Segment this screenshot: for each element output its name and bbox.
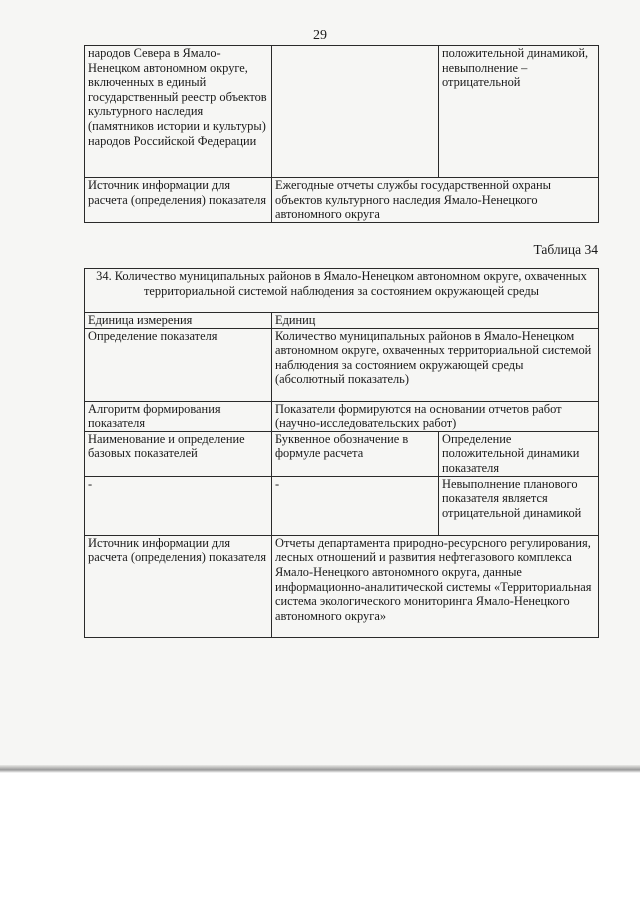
dynamics-cell: Невыполнение планового показателя является отрицательной динамикой <box>439 476 599 535</box>
table-row <box>85 401 599 431</box>
source-label: Источник информации для расчета (определения) показателя <box>85 178 272 223</box>
unit-label: Единица измерения <box>85 313 272 329</box>
formula-letter-cell <box>272 46 439 178</box>
table-caption: Таблица 34 <box>533 242 598 257</box>
source-value: Отчеты департамента природно-ресурсного регулирования, лесных отношений и развития нефтегазового комплекса Ямало-Ненецкого автономного округа, данные информационно-аналитической системы «Территориальная система экологического мониторинга Ямало-Ненецкого автономного округа» <box>272 535 599 637</box>
table-row <box>85 269 599 313</box>
scan-edge-shadow <box>0 765 640 773</box>
source-label: Источник информации для расчета (определения) показателя <box>85 535 272 637</box>
table-row <box>85 178 599 223</box>
table-row <box>85 328 599 401</box>
letter-cell: - <box>272 476 439 535</box>
table-row <box>85 46 599 178</box>
table-row <box>85 313 599 329</box>
definition-label: Определение показателя <box>85 328 272 401</box>
table-row <box>85 476 599 535</box>
header-base-name: Наименование и определение базовых показателей <box>85 431 272 476</box>
source-value: Ежегодные отчеты службы государственной охраны объектов культурного наследия Ямало-Ненецкого автономного округа <box>272 178 599 223</box>
unit-value: Единиц <box>272 313 599 329</box>
dynamics-cell: положительной динамикой, невыполнение – отрицательной <box>439 46 599 178</box>
indicator-table-34 <box>84 268 599 638</box>
table-title: 34. Количество муниципальных районов в Ямало-Ненецком автономном округе, охваченных территориальной системой наблюдения за состоянием окружающей среды <box>85 269 599 313</box>
continued-indicator-table <box>84 45 599 223</box>
algorithm-label: Алгоритм формирования показателя <box>85 401 272 431</box>
indicator-name-cell: народов Севера в Ямало-Ненецком автономном округе, включенных в единый государственный реестр объектов культурного наследия (памятников истории и культуры) народов Российской Федерации <box>85 46 272 178</box>
header-letter: Буквенное обозначение в формуле расчета <box>272 431 439 476</box>
definition-value: Количество муниципальных районов в Ямало-Ненецком автономном округе, охваченных территориальной системой наблюдения за состоянием окружающей среды (абсолютный показатель) <box>272 328 599 401</box>
header-dynamics: Определение положительной динамики показателя <box>439 431 599 476</box>
base-name-cell: - <box>85 476 272 535</box>
algorithm-value: Показатели формируются на основании отчетов работ (научно-исследовательских работ) <box>272 401 599 431</box>
table-row <box>85 431 599 476</box>
table-row <box>85 535 599 637</box>
page-number: 29 <box>313 28 327 43</box>
